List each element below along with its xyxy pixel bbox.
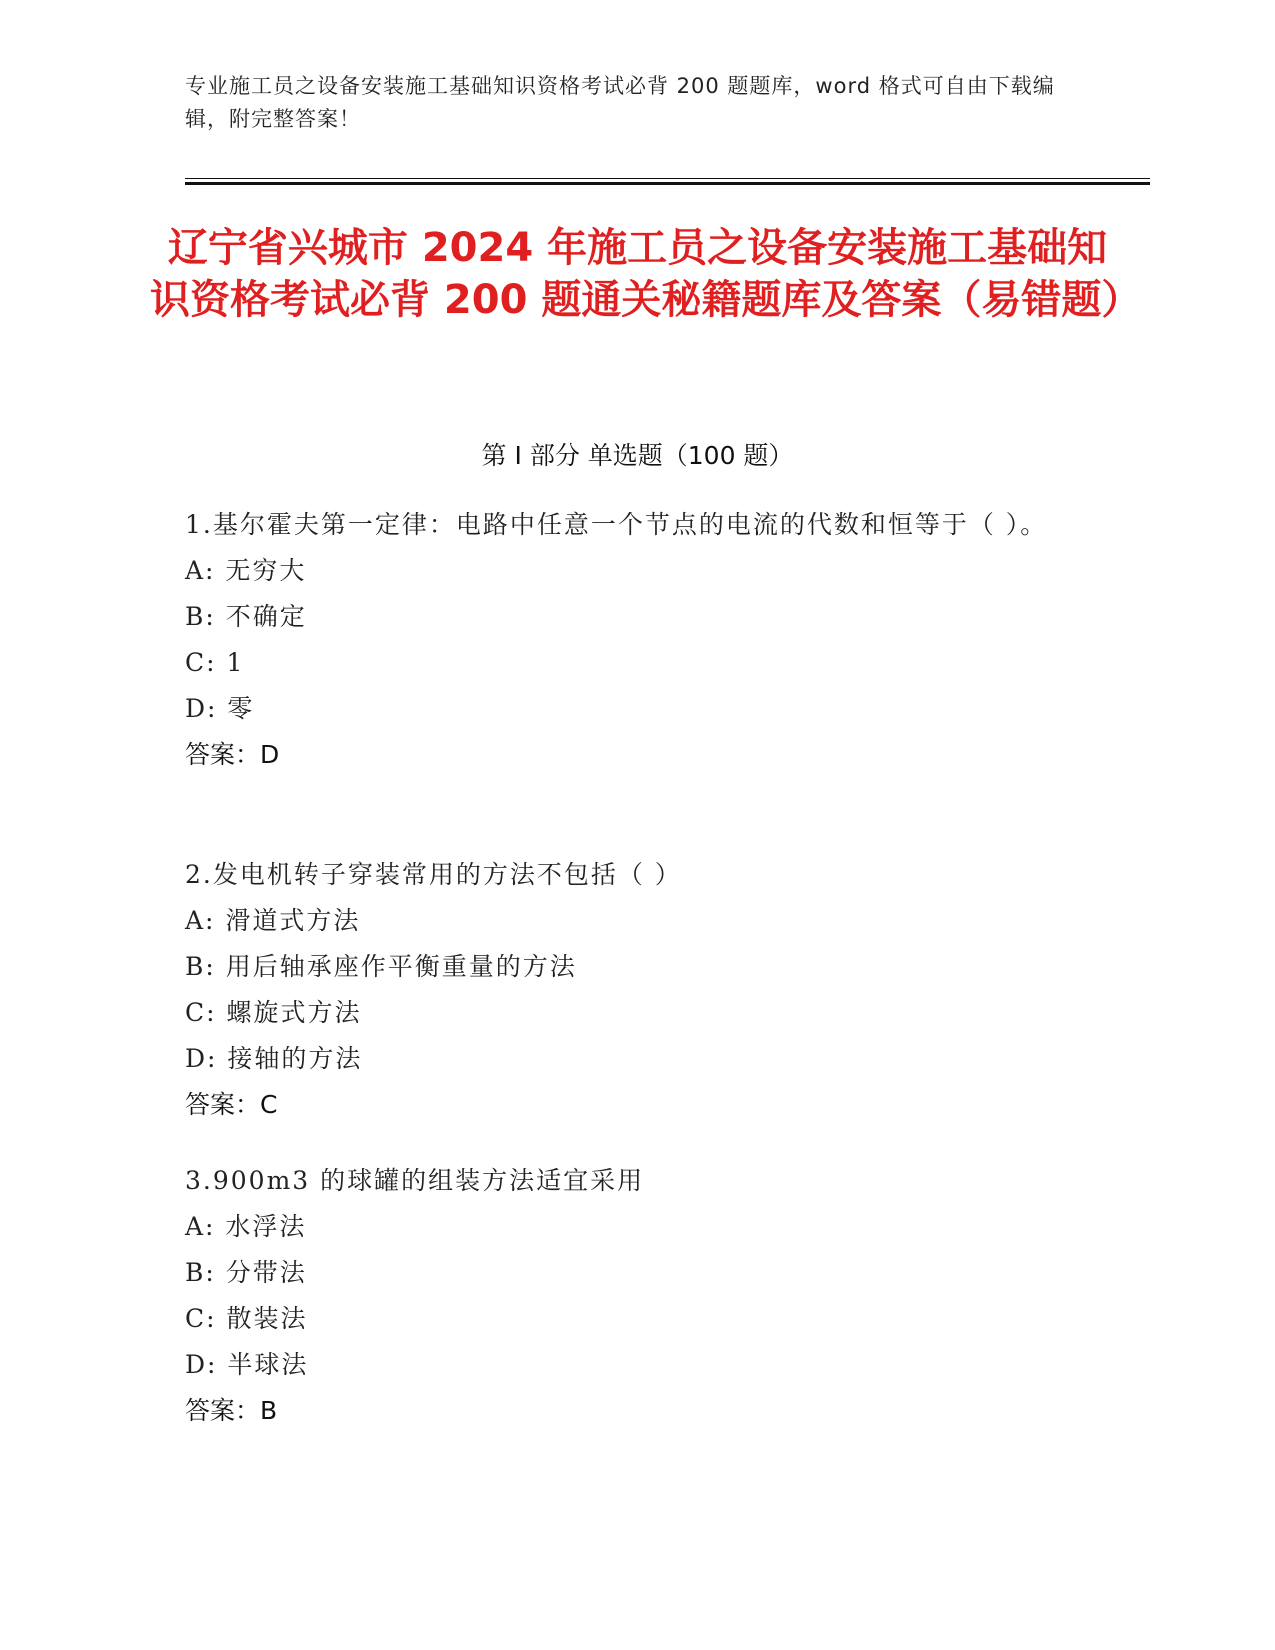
option-c: C: 1	[185, 648, 245, 677]
answer-label: 答案：D	[185, 740, 280, 769]
option-a: A: 水浮法	[185, 1212, 307, 1241]
question-block	[185, 502, 1065, 778]
answer-label: 答案：B	[185, 1396, 278, 1425]
header-divider-thick	[185, 182, 1150, 185]
section-heading: 第 I 部分 单选题（100 题）	[481, 441, 794, 470]
option-d: D: 接轴的方法	[185, 1044, 363, 1073]
question-stem: 3.900m3 的球罐的组装方法适宜采用	[185, 1166, 645, 1195]
header-note: 专业施工员之设备安装施工基础知识资格考试必背 200 题题库，word 格式可自由下载编辑，附完整答案！	[185, 74, 1055, 131]
answer-label: 答案：C	[185, 1090, 278, 1119]
option-b: B: 不确定	[185, 602, 307, 631]
option-d: D: 零	[185, 694, 255, 723]
header-divider-thin	[185, 178, 1150, 179]
option-d: D: 半球法	[185, 1350, 309, 1379]
question-stem: 1.基尔霍夫第一定律：电路中任意一个节点的电流的代数和恒等于（ ）。	[185, 510, 1048, 539]
option-a: A: 滑道式方法	[185, 906, 361, 935]
question-stem: 2.发电机转子穿装常用的方法不包括（ ）	[185, 860, 682, 889]
option-a: A: 无穷大	[185, 556, 307, 585]
option-c: C: 散装法	[185, 1304, 308, 1333]
option-b: B: 分带法	[185, 1258, 307, 1287]
question-block	[185, 852, 1065, 1128]
question-block	[185, 1158, 1065, 1434]
document-title: 辽宁省兴城市 2024 年施工员之设备安装施工基础知识资格考试必背 200 题通关秘籍题库及答案（易错题）	[150, 225, 1142, 323]
option-b: B: 用后轴承座作平衡重量的方法	[185, 952, 577, 981]
option-c: C: 螺旋式方法	[185, 998, 362, 1027]
